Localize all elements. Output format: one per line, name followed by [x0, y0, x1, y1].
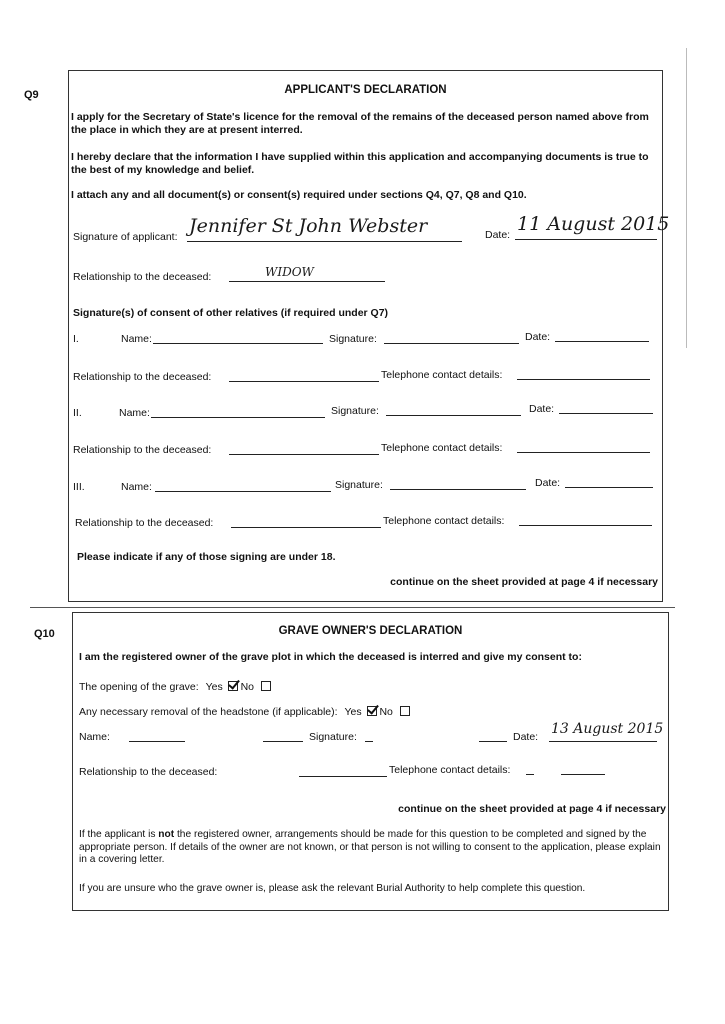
q10-continue-note: continue on the sheet provided at page 4 if necessary [398, 803, 666, 815]
apply-paragraph: I apply for the Secretary of State's licence for the removal of the remains of the deceased person named above from the place in which they are at present interred. [71, 111, 649, 136]
relative-1-numeral: I. [73, 333, 79, 345]
relative-2-name-label: Name: [119, 407, 150, 419]
relative-2-signature-label: Signature: [331, 405, 379, 417]
relative-2-signature-field[interactable] [386, 405, 521, 416]
owner-date-field[interactable] [549, 717, 664, 742]
relative-3-date-field[interactable] [565, 477, 653, 488]
relative-3-telephone-field[interactable] [519, 515, 652, 526]
relative-3-date-label: Date: [535, 477, 561, 489]
owner-date-lead-line[interactable] [479, 731, 507, 742]
relative-3-name-label: Name: [121, 481, 152, 493]
not-owner-text-pre: If the applicant is [79, 829, 159, 840]
relative-1-signature-field[interactable] [384, 333, 519, 344]
q9-continue-note: continue on the sheet provided at page 4 if necessary [390, 576, 658, 588]
attach-paragraph: I attach any and all document(s) or consent(s) required under sections Q4, Q7, Q8 and Q10. [71, 189, 527, 201]
owner-name-label: Name: [79, 731, 110, 743]
owner-telephone-field-b[interactable] [561, 764, 605, 775]
owner-telephone-field-a[interactable] [526, 764, 534, 775]
applicant-date-handwritten: 11 August 2015 [517, 213, 670, 235]
applicant-relationship-label: Relationship to the deceased: [73, 271, 212, 283]
relative-3-telephone-label: Telephone contact details: [383, 515, 505, 527]
applicant-declaration-title: APPLICANT'S DECLARATION [284, 84, 447, 96]
relative-3-signature-field[interactable] [390, 479, 526, 490]
headstone-label: Any necessary removal of the headstone (if applicable): [79, 706, 338, 718]
scan-edge-line [686, 48, 687, 348]
relative-1-date-field[interactable] [555, 331, 649, 342]
relative-1-name-label: Name: [121, 333, 152, 345]
unsure-owner-paragraph: If you are unsure who the grave owner is, please ask the relevant Burial Authority to help complete this question. [79, 883, 586, 894]
relative-3-signature-label: Signature: [335, 479, 383, 491]
owner-relationship-field[interactable] [299, 766, 387, 777]
applicant-date-label: Date: [485, 229, 511, 241]
q10-label: Q10 [34, 628, 55, 640]
relative-3-numeral: III. [73, 481, 85, 493]
relative-1-signature-label: Signature: [329, 333, 377, 345]
owner-name-field-b[interactable] [263, 731, 303, 742]
relative-3-name-field[interactable] [155, 481, 331, 492]
relative-3-relationship-label: Relationship to the deceased: [75, 517, 214, 529]
headstone-no-checkbox[interactable] [400, 706, 410, 716]
opening-yes-checkbox[interactable] [228, 681, 238, 691]
headstone-yes-label: Yes [344, 706, 362, 718]
grave-owner-declaration-box [72, 612, 669, 911]
opening-no-label: No [240, 681, 255, 693]
opening-yes-label: Yes [205, 681, 223, 693]
headstone-yes-checkbox[interactable] [367, 706, 377, 716]
applicant-declaration-box [68, 70, 670, 602]
relative-2-numeral: II. [73, 407, 82, 419]
owner-name-field-a[interactable] [129, 731, 185, 742]
registered-owner-intro: I am the registered owner of the grave plot in which the deceased is interred and give my consent to: [79, 651, 582, 663]
relative-1-relationship-label: Relationship to the deceased: [73, 371, 212, 383]
consent-heading: Signature(s) of consent of other relatives (if required under Q7) [73, 307, 389, 319]
not-owner-paragraph [79, 829, 664, 867]
relative-2-telephone-field[interactable] [517, 442, 650, 453]
owner-telephone-label: Telephone contact details: [389, 764, 511, 776]
applicant-date-field[interactable] [515, 211, 670, 240]
owner-signature-label: Signature: [309, 731, 357, 743]
relative-2-telephone-label: Telephone contact details: [381, 442, 503, 454]
headstone-row [79, 706, 410, 719]
grave-owner-declaration-title: GRAVE OWNER'S DECLARATION [278, 625, 463, 637]
relative-1-date-label: Date: [525, 331, 551, 343]
declare-paragraph: I hereby declare that the information I have supplied within this application and accompanying documents is true to the best of my knowledge and belief. [71, 151, 649, 176]
applicant-signature: Jennifer St John Webster [189, 215, 428, 237]
relative-2-relationship-field[interactable] [229, 444, 379, 455]
owner-date-handwritten: 13 August 2015 [551, 721, 664, 737]
relative-1-relationship-field[interactable] [229, 371, 379, 382]
signature-applicant-label: Signature of applicant: [73, 231, 178, 243]
relative-2-date-label: Date: [529, 403, 555, 415]
opening-no-checkbox[interactable] [261, 681, 271, 691]
relative-1-name-field[interactable] [153, 333, 323, 344]
relative-1-telephone-field[interactable] [517, 369, 650, 380]
opening-grave-label: The opening of the grave: [79, 681, 199, 693]
applicant-relationship-field[interactable] [229, 266, 385, 282]
owner-signature-field[interactable] [365, 731, 373, 742]
signature-applicant-field[interactable] [187, 213, 462, 242]
owner-date-label: Date: [513, 731, 539, 743]
relative-2-name-field[interactable] [151, 407, 325, 418]
relative-2-relationship-label: Relationship to the deceased: [73, 444, 212, 456]
section-separator [30, 607, 675, 608]
opening-grave-row [79, 681, 271, 694]
not-owner-text-bold: not [158, 829, 175, 840]
relative-3-relationship-field[interactable] [231, 517, 381, 528]
under-18-note: Please indicate if any of those signing are under 18. [77, 551, 336, 563]
relative-1-telephone-label: Telephone contact details: [381, 369, 503, 381]
headstone-no-label: No [379, 706, 393, 718]
owner-relationship-label: Relationship to the deceased: [79, 766, 218, 778]
applicant-relationship-value: WIDOW [265, 265, 314, 279]
relative-2-date-field[interactable] [559, 403, 653, 414]
not-owner-text-post: the registered owner, arrangements should be made for this question to be completed and signed by the appropriate person. If details of the owner are not known, or that person is not willing to consent to the application, please explain in a covering letter. [79, 829, 661, 865]
q9-label: Q9 [24, 89, 39, 101]
